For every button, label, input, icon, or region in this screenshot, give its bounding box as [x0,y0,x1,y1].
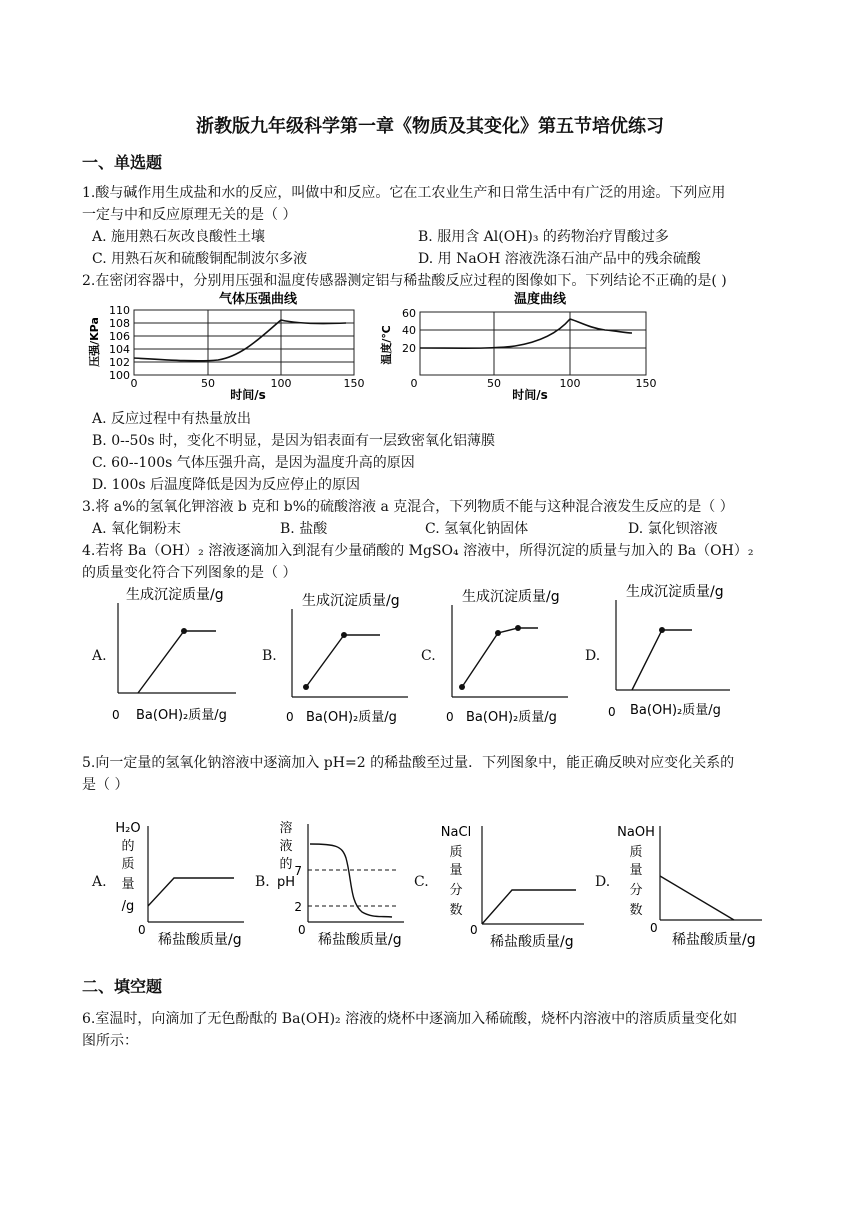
q5-option-c-label: C. [414,874,429,890]
svg-text:的: 的 [121,839,135,854]
pressure-xtick: 150 [343,377,365,390]
q2-option-a: A. 反应过程中有热量放出 [92,411,252,427]
pressure-ytick: 100 [109,369,130,382]
q5-a-xlabel: 稀盐酸质量/g [158,932,242,948]
q5-graph-d [612,818,772,953]
page-title: 浙教版九年级科学第一章《物质及其变化》第五节培优练习 [196,116,664,137]
q5-graph-c [434,818,594,953]
q5-option-b-label: B. [255,874,270,890]
svg-text:pH: pH [276,875,296,890]
q4-c-ylabel: 生成沉淀质量/g [462,589,560,605]
q4-d-ylabel: 生成沉淀质量/g [626,584,724,600]
pressure-ytick: 110 [109,304,130,317]
svg-text:的: 的 [279,857,293,872]
temperature-chart-title: 温度曲线 [513,292,567,307]
pressure-xlabel: 时间/s [230,388,266,400]
svg-text:数: 数 [449,903,463,918]
svg-text:NaOH: NaOH [617,825,655,840]
pressure-ytick: 102 [109,356,130,369]
pressure-xtick: 0 [130,377,138,390]
temperature-curve [420,319,632,348]
svg-text:NaCl: NaCl [440,825,472,840]
q5-c-xlabel: 稀盐酸质量/g [490,934,574,950]
q4-a-xlabel: Ba(OH)₂质量/g [136,708,227,723]
q1-option-b: B. 服用含 Al(OH)₃ 的药物治疗胃酸过多 [418,229,669,245]
q5-b-xlabel: 稀盐酸质量/g [318,932,402,948]
temperature-ytick: 40 [402,324,416,337]
svg-text:0: 0 [138,923,146,937]
temperature-ytick: 60 [402,307,416,320]
svg-text:0: 0 [650,921,658,935]
q1-option-c: C. 用熟石灰和硫酸铜配制波尔多液 [92,251,308,267]
q4-graph-a [106,585,246,725]
svg-text:分: 分 [449,883,463,898]
q4-c-xlabel: Ba(OH)₂质量/g [466,710,557,725]
q2-option-c: C. 60--100s 气体压强升高，是因为温度升高的原因 [92,455,415,471]
temperature-xtick: 50 [487,377,501,390]
q4-option-b-label: B. [262,648,277,664]
q4-graph-c [438,585,578,725]
q4-d-xlabel: Ba(OH)₂质量/g [630,703,721,718]
svg-text:分: 分 [629,883,643,898]
svg-text:质: 质 [449,845,463,860]
svg-text:数: 数 [629,903,643,918]
q3-option-b: B. 盐酸 [280,521,328,537]
q4-stem-line1: 4.若将 Ba（OH）₂ 溶液逐滴加入到混有少量硝酸的 MgSO₄ 溶液中，所得沉淀的质量与加入的 Ba（OH）₂ [82,543,754,559]
q5-option-d-label: D. [595,874,611,890]
temperature-xlabel: 时间/s [512,388,548,400]
q5-graph-a [112,818,252,953]
pressure-ytick: 108 [109,317,130,330]
section-heading-single-choice: 一、单选题 [82,153,163,172]
q1-option-a: A. 施用熟石灰改良酸性土壤 [92,229,266,245]
q4-d-origin: 0 [608,705,616,719]
pressure-chart [88,290,378,400]
pressure-chart-title: 气体压强曲线 [218,292,298,307]
q5-option-a-label: A. [92,874,107,890]
q4-option-d-label: D. [585,648,601,664]
temperature-xtick: 150 [635,377,657,390]
q4-option-c-label: C. [421,648,436,664]
pressure-ylabel: 压强/KPa [88,317,101,367]
svg-text:质: 质 [121,857,135,872]
q4-option-a-label: A. [92,648,107,664]
pressure-ytick: 106 [109,330,130,343]
temperature-ylabel: 温度/℃ [380,325,393,365]
svg-text:液: 液 [279,839,293,854]
q4-graph-b [276,585,416,725]
q5-stem-line1: 5.向一定量的氢氧化钠溶液中逐滴加入 pH=2 的稀盐酸至过量．下列图象中，能正确反映对应变化关系的 [82,755,735,771]
temperature-xtick: 0 [410,377,418,390]
q4-a-ylabel: 生成沉淀质量/g [126,587,224,603]
q6-stem-line2: 图所示： [82,1033,138,1049]
q1-stem-line1: 1.酸与碱作用生成盐和水的反应，叫做中和反应。它在工农业生产和日常生活中有广泛的用途。下列应用 [82,185,726,201]
q4-graph-d [600,580,740,720]
temperature-xtick: 100 [559,377,581,390]
q4-b-xlabel: Ba(OH)₂质量/g [306,710,397,725]
q5-d-xlabel: 稀盐酸质量/g [672,932,756,948]
q2-option-d: D. 100s 后温度降低是因为反应停止的原因 [92,477,360,493]
svg-text:0: 0 [298,923,306,937]
q4-b-ylabel: 生成沉淀质量/g [302,593,400,609]
svg-text:量: 量 [629,863,643,878]
pressure-curve [134,320,346,361]
q6-stem-line1: 6.室温时，向滴加了无色酚酞的 Ba(OH)₂ 溶液的烧杯中逐滴加入稀硫酸，烧杯内溶液中的溶质质量变化如 [82,1011,738,1027]
q4-stem-line2: 的质量变化符合下列图象的是（ ） [82,565,297,581]
pressure-ytick: 104 [109,343,130,356]
q1-stem-line2: 一定与中和反应原理无关的是（ ） [82,207,297,223]
q5-b-ph2: 2 [294,900,302,914]
q3-option-c: C. 氢氧化钠固体 [425,521,529,537]
q5-stem-line2: 是（ ） [82,777,129,793]
pressure-xtick: 50 [201,377,215,390]
q4-b-origin: 0 [286,710,294,724]
pressure-xtick: 100 [270,377,292,390]
q2-stem: 2.在密闭容器中，分别用压强和温度传感器测定铝与稀盐酸反应过程的图像如下。下列结论不正确的是( ) [82,273,727,289]
temperature-chart [380,290,670,400]
svg-text:质: 质 [629,845,643,860]
section-heading-fill-blank: 二、填空题 [82,977,163,996]
q4-c-origin: 0 [446,710,454,724]
svg-text:量: 量 [449,863,463,878]
q3-stem: 3.将 a%的氢氧化钾溶液 b 克和 b%的硫酸溶液 a 克混合，下列物质不能与这种混合液发生反应的是（ ） [82,499,734,515]
q2-option-b: B. 0--50s 时，变化不明显，是因为铝表面有一层致密氧化铝薄膜 [92,433,496,449]
q3-option-d: D. 氯化钡溶液 [628,521,718,537]
q4-a-origin: 0 [112,708,120,722]
q3-option-a: A. 氧化铜粉末 [92,521,182,537]
q5-graph-b [272,818,412,953]
q5-a-ylabel: H₂O [115,821,141,836]
q5-b-ph7: 7 [294,864,302,878]
temperature-ytick: 20 [402,342,416,355]
svg-text:量: 量 [121,877,135,892]
svg-text:0: 0 [470,923,478,937]
svg-text:溶: 溶 [279,821,293,836]
q1-option-d: D. 用 NaOH 溶液洗涤石油产品中的残余硫酸 [418,251,701,267]
svg-text:/g: /g [121,899,135,914]
